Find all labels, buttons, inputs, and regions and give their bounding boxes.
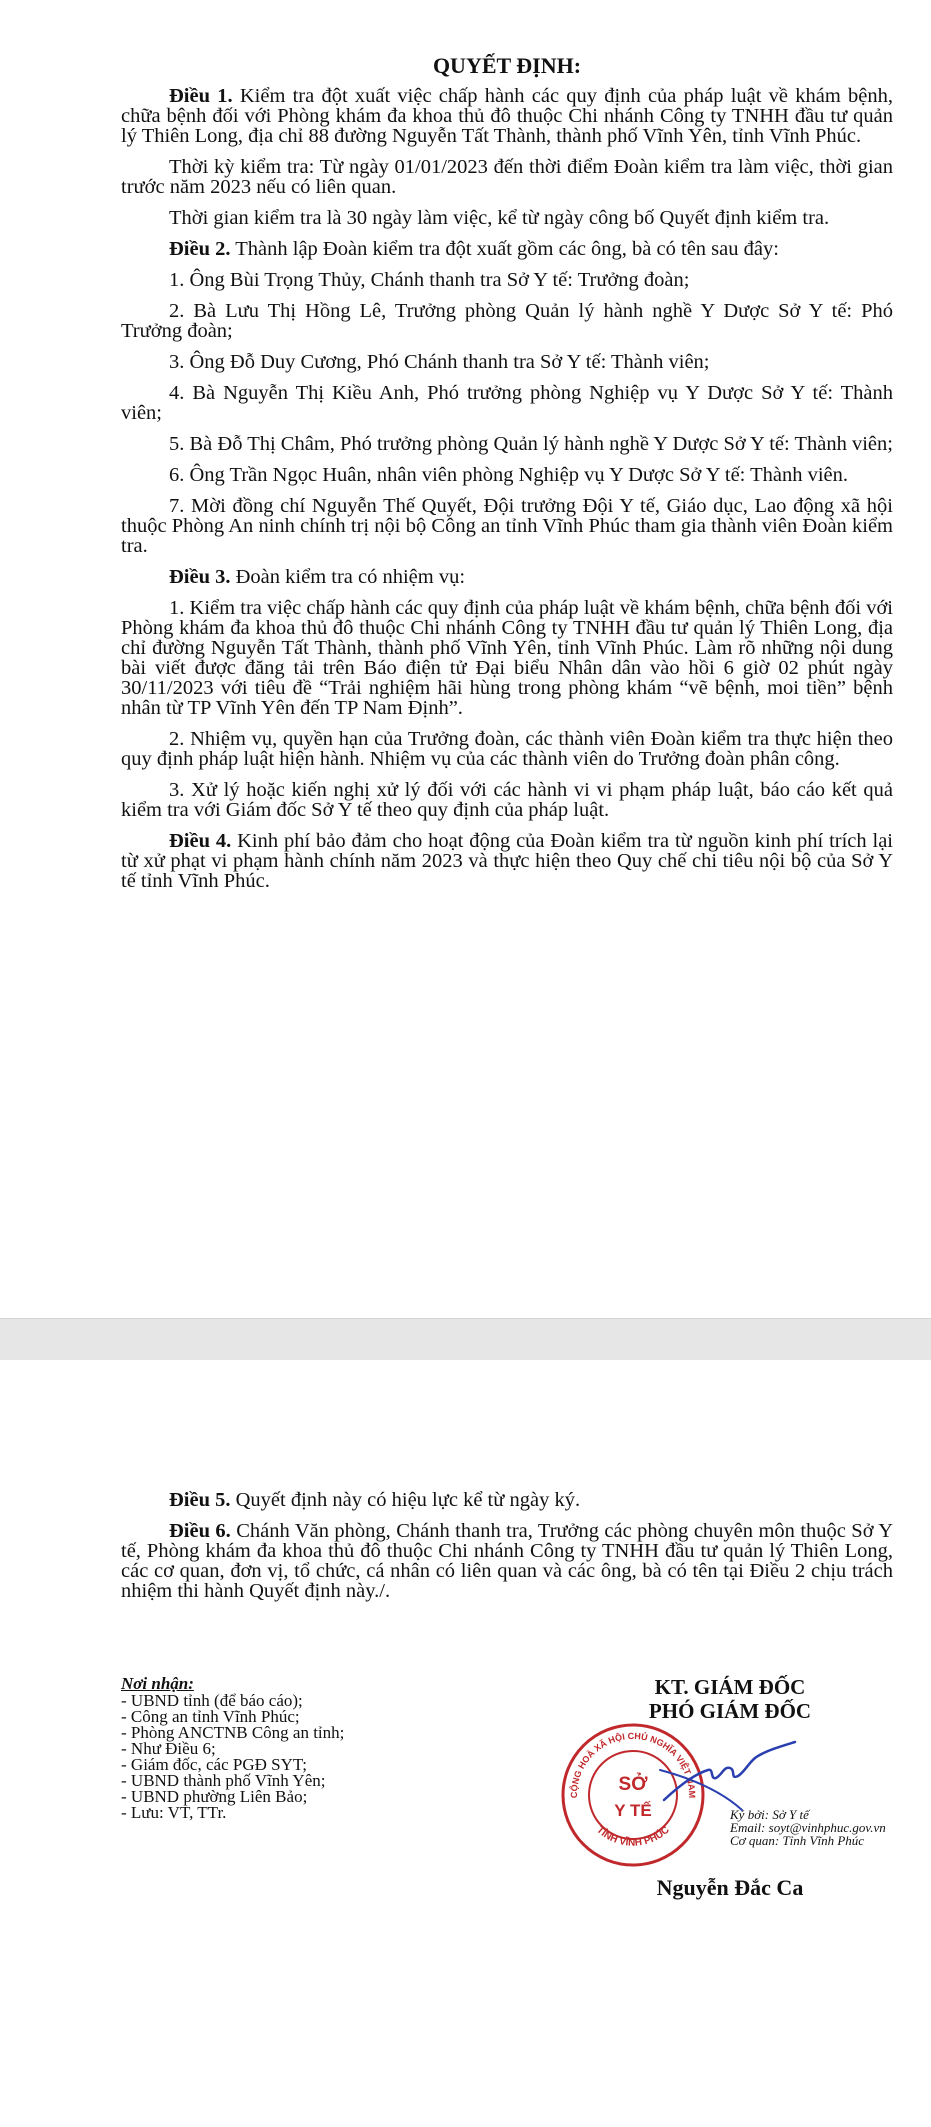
page-separator xyxy=(0,1318,931,1362)
document-page-2 xyxy=(0,1360,931,2127)
article-3-text: Đoàn kiểm tra có nhiệm vụ: xyxy=(235,566,466,588)
article-3 xyxy=(121,567,893,587)
digital-signature-line: Cơ quan: Tỉnh Vĩnh Phúc xyxy=(730,1833,865,1848)
signer-block xyxy=(560,1875,900,1901)
article-5-label: Điều 5. xyxy=(169,1489,231,1511)
article-2 xyxy=(121,239,893,259)
signature-title-2: PHÓ GIÁM ĐỐC xyxy=(648,1699,812,1723)
article-2-label: Điều 2. xyxy=(169,238,231,260)
seal-center-text-2: Y TẾ xyxy=(614,1801,652,1820)
article-1-text: Kiểm tra đột xuất việc chấp hành các quy định của pháp luật về khám bệnh, chữa bệnh đối với Phòng khám đa khoa thủ đô thuộc Chi nhánh Công ty TNHH đầu tư quản lý Thiên Long, địa chỉ 88 đường Nguyễn Tất Thành, thành phố Vĩnh Yên, tỉnh Vĩnh Phúc. xyxy=(121,85,894,147)
article-4 xyxy=(121,831,893,891)
article-6 xyxy=(121,1521,893,1601)
member-item: 6. Ông Trần Ngọc Huân, nhân viên phòng Nghiệp vụ Y Dược Sở Y tế: Thành viên. xyxy=(169,464,849,486)
page-1-content xyxy=(121,53,894,892)
article-5-text: Quyết định này có hiệu lực kể từ ngày ký. xyxy=(235,1489,581,1511)
article-1 xyxy=(121,86,893,146)
article-1-duration: Thời gian kiểm tra là 30 ngày làm việc, kể từ ngày công bố Quyết định kiểm tra. xyxy=(169,207,830,229)
article-4-label: Điều 4. xyxy=(169,830,232,852)
digital-signature-line: Ký bởi: Sở Y tế xyxy=(730,1807,809,1822)
member-item: 5. Bà Đỗ Thị Châm, Phó trưởng phòng Quản lý hành nghề Y Dược Sở Y tế: Thành viên; xyxy=(169,433,893,455)
seal-center-text-1: SỞ xyxy=(618,1774,648,1795)
recipient-item: - Phòng ANCTNB Công an tỉnh; xyxy=(121,1723,345,1742)
page-2-content xyxy=(121,1490,893,1601)
recipient-item: - Công an tỉnh Vĩnh Phúc; xyxy=(121,1707,300,1726)
member-item: 4. Bà Nguyễn Thị Kiều Anh, Phó trưởng phòng Nghiệp vụ Y Dược Sở Y tế: Thành viên; xyxy=(121,382,893,424)
recipients-block xyxy=(121,1675,421,1821)
member-item: 7. Mời đồng chí Nguyễn Thế Quyết, Đội trưởng Đội Y tế, Giáo dục, Lao động xã hội thuộc Phòng An ninh chính trị nội bộ Công an tỉnh Vĩnh Phúc tham gia thành viên Đoàn kiểm tra. xyxy=(121,495,893,557)
task-item: 2. Nhiệm vụ, quyền hạn của Trưởng đoàn, các thành viên Đoàn kiểm tra thực hiện theo quy định pháp luật hiện hành. Nhiệm vụ của các thành viên do Trưởng đoàn phân công. xyxy=(121,728,893,770)
article-6-label: Điều 6. xyxy=(169,1520,231,1542)
member-item: 1. Ông Bùi Trọng Thủy, Chánh thanh tra Sở Y tế: Trưởng đoàn; xyxy=(169,269,690,291)
member-item: 3. Ông Đỗ Duy Cương, Phó Chánh thanh tra Sở Y tế: Thành viên; xyxy=(169,351,710,373)
recipient-item: - Lưu: VT, TTr. xyxy=(121,1803,227,1822)
seal-bottom-text: TỈNH VĨNH PHÚC xyxy=(594,1824,672,1849)
article-6-text: Chánh Văn phòng, Chánh thanh tra, Trưởng các phòng chuyên môn thuộc Sở Y tế, Phòng khám đa khoa thủ đô thuộc Chi nhánh Công ty TNHH đầu tư quản lý Thiên Long, các cơ quan, đơn vị, tổ chức, cá nhân có liên quan và các ông, bà có tên tại Điều 2 chịu trách nhiệm thi hành Quyết định này./. xyxy=(121,1520,894,1602)
seal-top-text: CỘNG HOÀ XÃ HỘI CHỦ NGHĨA VIỆT NAM xyxy=(568,1730,698,1799)
article-1-label: Điều 1. xyxy=(169,85,233,107)
signer-name: Nguyễn Đắc Ca xyxy=(656,1875,804,1900)
recipient-item: - Giám đốc, các PGĐ SYT; xyxy=(121,1755,308,1774)
task-item: 1. Kiểm tra việc chấp hành các quy định của pháp luật về khám bệnh, chữa bệnh đối với Phòng khám đa khoa thủ đô thuộc Chi nhánh Công ty TNHH đầu tư quản lý Thiên Long, địa chỉ đường Nguyễn Tất Thành, thành phố Vĩnh Yên, tỉnh Vĩnh Phúc. Làm rõ những nội dung bài viết được đăng tải trên Báo điện tử Đại biểu Nhân dân vào hồi 6 giờ 02 phút ngày 30/11/2023 với tiêu đề “Trải nghiệm hãi hùng trong phòng khám “vẽ bệnh, moi tiền” bệnh nhân từ TP Vĩnh Yên đến TP Nam Định”. xyxy=(121,597,893,719)
recipient-item: - UBND tỉnh (để báo cáo); xyxy=(121,1691,303,1710)
article-1-period: Thời kỳ kiểm tra: Từ ngày 01/01/2023 đến thời điểm Đoàn kiểm tra làm việc, thời gian trước năm 2023 nếu có liên quan. xyxy=(121,156,893,198)
article-4-text: Kinh phí bảo đảm cho hoạt động của Đoàn kiểm tra từ nguồn kinh phí trích lại từ xử phạt vi phạm hành chính năm 2023 và thực hiện theo Quy chế chi tiêu nội bộ của Sở Y tế tỉnh Vĩnh Phúc. xyxy=(121,830,894,892)
article-5 xyxy=(121,1490,893,1510)
recipient-item: - Như Điều 6; xyxy=(121,1739,216,1758)
signature-titles xyxy=(560,1675,900,1723)
digital-signature-line: Email: soyt@vinhphuc.gov.vn xyxy=(730,1820,886,1835)
digital-signature-info xyxy=(730,1808,920,1847)
signature-title-1: KT. GIÁM ĐỐC xyxy=(654,1675,806,1699)
decision-title: QUYẾT ĐỊNH: xyxy=(432,53,582,78)
article-3-label: Điều 3. xyxy=(169,566,231,588)
recipient-item: - UBND phường Liên Bảo; xyxy=(121,1787,308,1806)
article-2-text: Thành lập Đoàn kiểm tra đột xuất gồm các ông, bà có tên sau đây: xyxy=(235,238,779,260)
task-item: 3. Xử lý hoặc kiến nghị xử lý đối với các hành vi vi phạm pháp luật, báo cáo kết quả kiểm tra với Giám đốc Sở Y tế theo quy định của pháp luật. xyxy=(121,779,893,821)
recipient-item: - UBND thành phố Vĩnh Yên; xyxy=(121,1771,326,1790)
member-item: 2. Bà Lưu Thị Hồng Lê, Trưởng phòng Quản lý hành nghề Y Dược Sở Y tế: Phó Trưởng đoàn; xyxy=(121,300,893,342)
recipients-title: Nơi nhận: xyxy=(121,1674,194,1693)
